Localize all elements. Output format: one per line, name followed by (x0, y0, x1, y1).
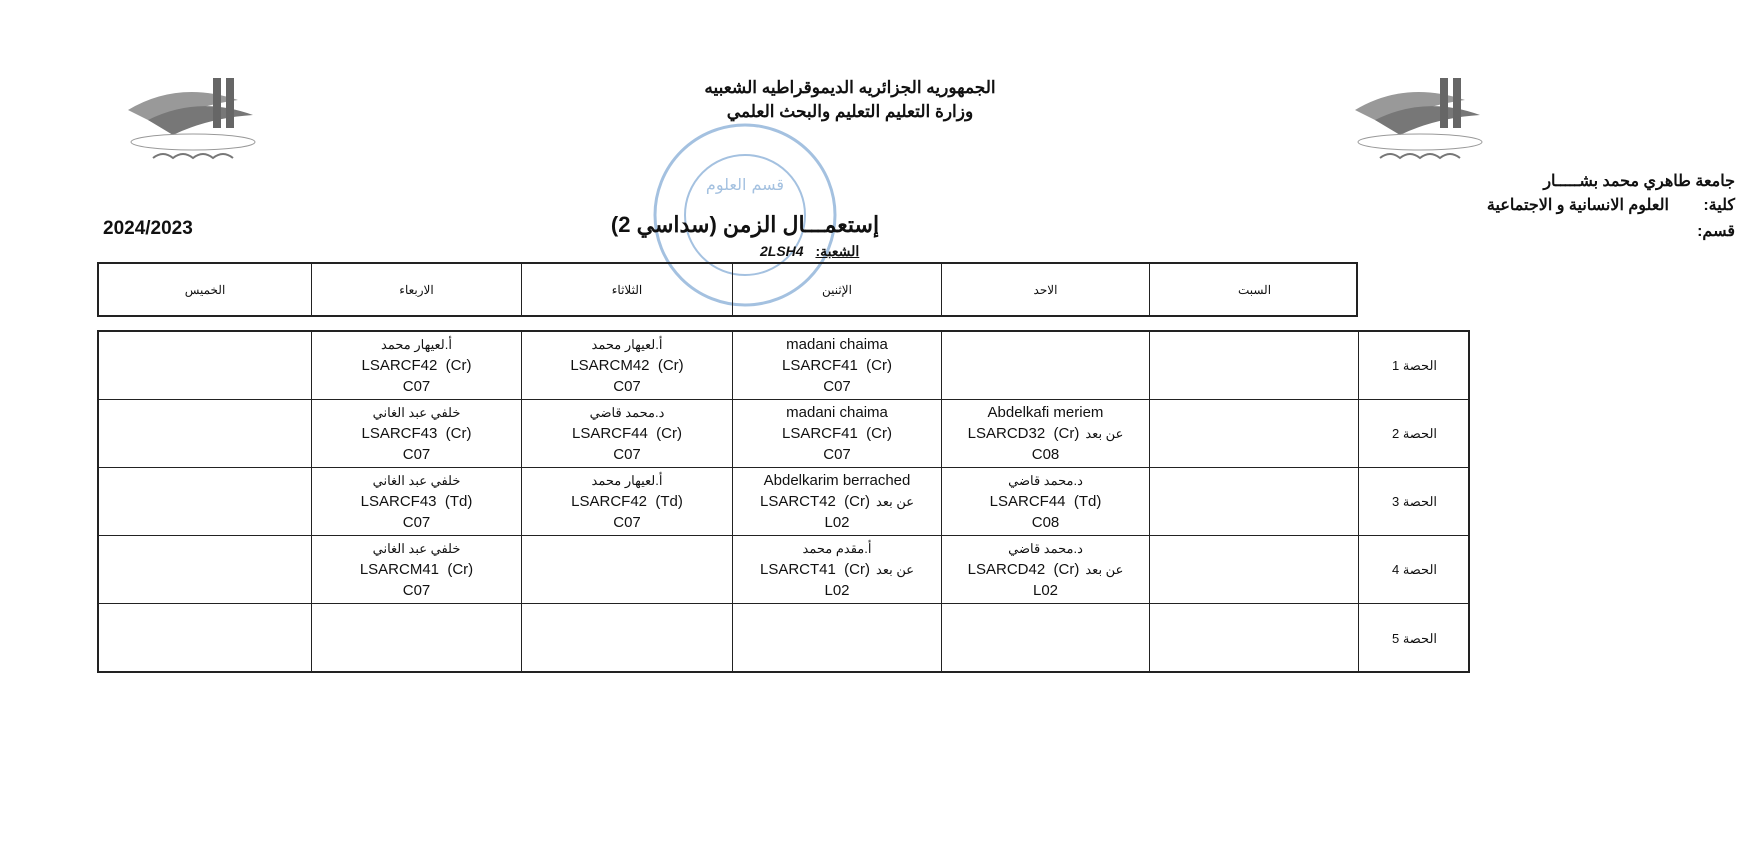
day-header: الثلاثاء (522, 264, 733, 315)
days-header-row (97, 262, 1358, 317)
timetable-cell (99, 332, 312, 400)
university-name: جامعة طاهري محمد بشـــــار (1543, 173, 1735, 190)
timetable-cell (312, 604, 522, 673)
period-label: الحصة 4 (1359, 536, 1470, 604)
timetable-cell (942, 604, 1150, 673)
teacher-name: Abdelkarim berrached (763, 472, 911, 489)
teacher-name: أ.لعيهار محمد (381, 337, 452, 352)
course-line (782, 355, 892, 376)
room: C07 (613, 378, 641, 395)
day-header: السبت (1237, 282, 1272, 297)
course-line (360, 559, 473, 580)
course-line (570, 355, 683, 376)
timetable-cell (522, 400, 733, 468)
course-line (760, 559, 914, 580)
course-code: LSARCD32 (Cr) (967, 425, 1080, 442)
svg-text:قسم العلوم: قسم العلوم (705, 175, 785, 194)
teacher-name: د.محمد قاضي (1008, 473, 1083, 488)
course-code: LSARCM42 (Cr) (570, 357, 684, 374)
course-line (782, 423, 892, 444)
timetable-cell (522, 536, 733, 604)
room: C07 (402, 514, 431, 531)
room: L02 (1032, 582, 1059, 599)
timetable-cell (99, 604, 312, 673)
course-code: LSARCT41 (Cr) (759, 561, 871, 578)
room: C07 (402, 582, 431, 599)
timetable-cell (1150, 536, 1359, 604)
course-code: LSARCT42 (Cr) (759, 493, 871, 510)
teacher-name: أ.مقدم محمد (802, 541, 872, 556)
faculty-value: العلوم الانسانية و الاجتماعية (1486, 197, 1669, 214)
period-label: الحصة 1 (1359, 332, 1470, 400)
timetable-cell (942, 332, 1150, 400)
course-code: LSARCF42 (Td) (571, 493, 683, 510)
course-code: LSARCF41 (Cr) (781, 357, 893, 374)
university-logo-left (118, 70, 268, 165)
course-line (990, 491, 1102, 512)
timetable-cell (733, 400, 942, 468)
timetable-cell (522, 332, 733, 400)
room: C07 (823, 378, 851, 395)
teacher-name: د.محمد قاضي (589, 405, 665, 420)
timetable-cell (312, 536, 522, 604)
remote-tag: عن بعد (1085, 426, 1124, 441)
course-line (361, 355, 471, 376)
teacher-name: خلفي عبد الغاني (372, 473, 461, 488)
room: C08 (1031, 446, 1060, 463)
teacher-name: د.محمد قاضي (1008, 541, 1083, 556)
room: C07 (823, 446, 851, 463)
teacher-name: madani chaima (786, 404, 888, 421)
timetable-cell (99, 400, 312, 468)
timetable-grid (97, 330, 1470, 673)
timetable-cell (312, 332, 522, 400)
day-header: الإثنين (733, 264, 942, 315)
timetable-cell (733, 332, 942, 400)
timetable-cell (99, 536, 312, 604)
timetable-cell (733, 536, 942, 604)
period-label: الحصة 3 (1359, 468, 1470, 536)
room: L02 (824, 514, 850, 531)
faculty-label: كلية: (1703, 197, 1735, 214)
course-code: LSARCF43 (Td) (360, 493, 473, 510)
period-label: الحصة 2 (1359, 400, 1470, 468)
timetable-cell (99, 468, 312, 536)
timetable-cell (1150, 400, 1359, 468)
room: C07 (613, 514, 641, 531)
timetable-cell (312, 468, 522, 536)
page-title: إستعمـــال الزمن (سداسي 2) (610, 212, 880, 237)
course-code: LSARCF44 (Td) (989, 493, 1102, 510)
republic-heading: الجمهوريه الجزائريه الديموقراطيه الشعبيه (704, 78, 996, 97)
room: C08 (1031, 514, 1060, 531)
course-line (361, 423, 471, 444)
timetable-cell (1150, 468, 1359, 536)
teacher-name: خلفي عبد الغاني (372, 541, 461, 556)
course-code: LSARCF41 (Cr) (781, 425, 893, 442)
timetable-cell (1150, 604, 1359, 673)
section-value: 2LSH4 (760, 243, 804, 259)
section-line (760, 243, 859, 260)
room: C07 (402, 446, 431, 463)
course-code: LSARCF44 (Cr) (571, 425, 683, 442)
timetable-cell (733, 468, 942, 536)
course-line (968, 559, 1124, 580)
remote-tag: عن بعد (876, 494, 914, 509)
teacher-name: Abdelkafi meriem (987, 404, 1104, 421)
remote-tag: عن بعد (876, 562, 914, 577)
timetable-cell (942, 536, 1150, 604)
teacher-name: أ.لعيهار محمد (591, 337, 663, 352)
ministry-heading: وزارة التعليم التعليم والبحث العلمي (726, 102, 974, 121)
timetable-cell (733, 604, 942, 673)
timetable-cell (942, 468, 1150, 536)
course-code: LSARCD42 (Cr) (967, 561, 1080, 578)
faculty-line (1487, 196, 1735, 216)
department-label: قسم: (1697, 223, 1735, 240)
day-header: الاحد (942, 264, 1150, 315)
university-logo-right (1345, 70, 1495, 165)
day-header: الخميس (99, 264, 312, 315)
course-code: LSARCF43 (Cr) (361, 425, 472, 442)
course-line (760, 491, 914, 512)
room: L02 (824, 582, 850, 599)
timetable-cell (522, 604, 733, 673)
timetable-cell (522, 468, 733, 536)
section-label: الشعبة: (815, 243, 860, 259)
teacher-name: خلفي عبد الغاني (372, 405, 461, 420)
period-label: الحصة 5 (1391, 631, 1438, 646)
academic-year: 2024/2023 (103, 218, 193, 239)
room: C07 (402, 378, 431, 395)
course-code: LSARCM41 (Cr) (359, 561, 474, 578)
course-line (572, 423, 682, 444)
teacher-name: أ.لعيهار محمد (591, 473, 663, 488)
course-code: LSARCF42 (Cr) (361, 357, 472, 374)
day-header: الاربعاء (312, 264, 522, 315)
course-line (361, 491, 473, 512)
timetable-cell (1150, 332, 1359, 400)
remote-tag: عن بعد (1085, 562, 1124, 577)
course-line (968, 423, 1124, 444)
timetable-cell (942, 400, 1150, 468)
teacher-name: madani chaima (786, 336, 888, 353)
room: C07 (613, 446, 641, 463)
course-line (571, 491, 683, 512)
timetable-cell (312, 400, 522, 468)
